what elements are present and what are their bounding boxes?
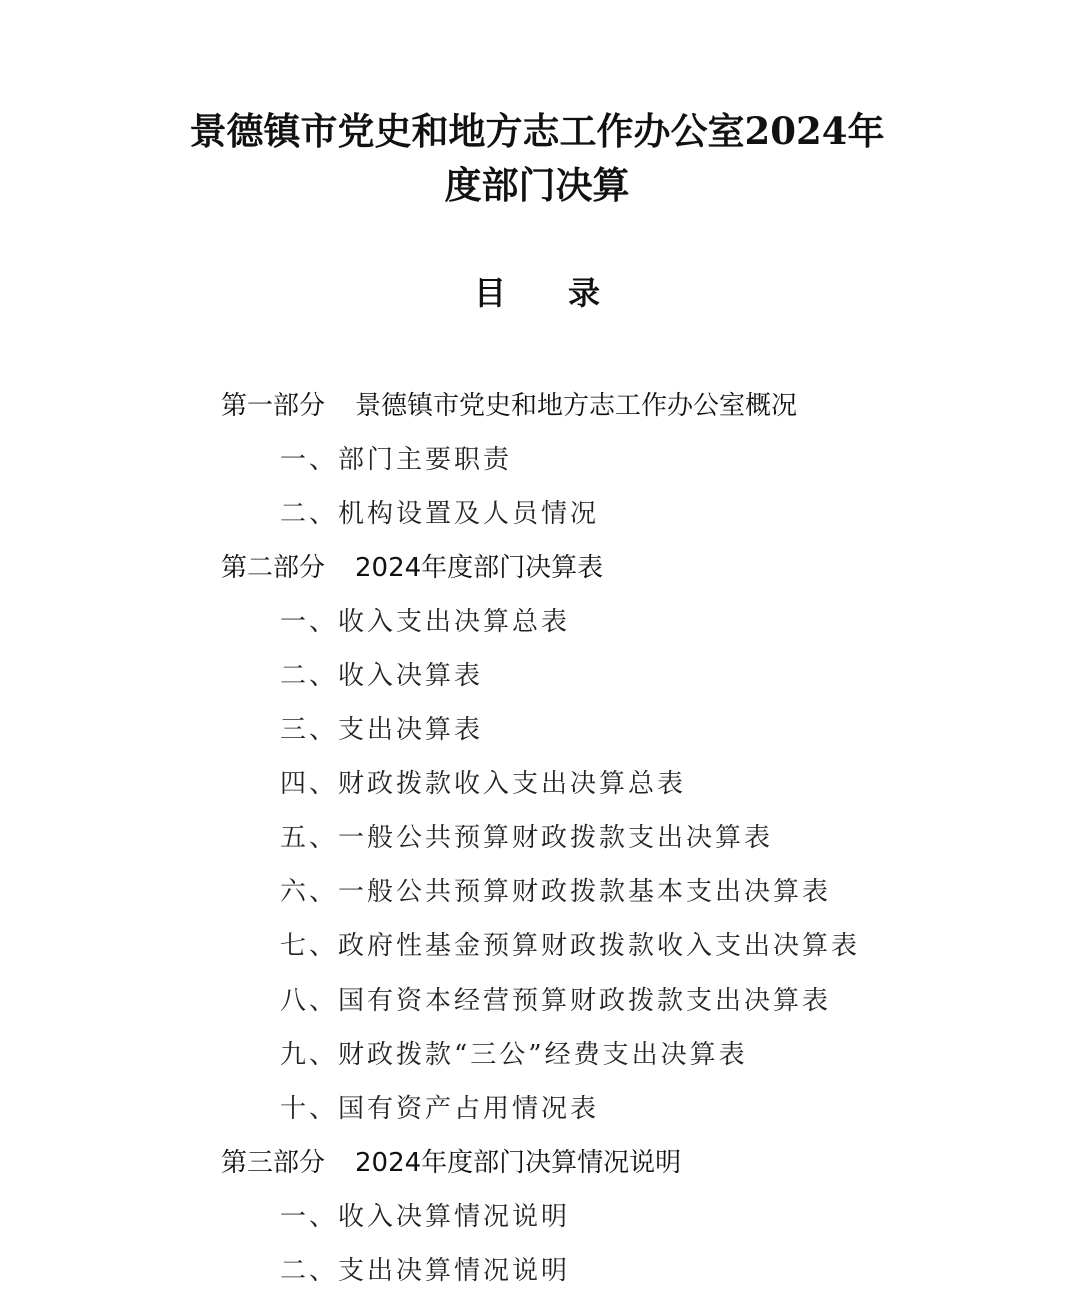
toc-part-title: 2024年度部门决算表 [355, 552, 604, 583]
toc-part-3[interactable] [0, 1133, 1074, 1187]
toc-item[interactable]: 二、机构设置及人员情况 [280, 498, 600, 529]
toc-item[interactable]: 四、财政拨款收入支出决算总表 [280, 769, 687, 800]
toc-heading-char-2: 录 [568, 274, 601, 312]
toc-part-label: 第二部分 [221, 552, 326, 583]
toc-item[interactable]: 一、收入支出决算总表 [280, 606, 571, 637]
toc-item[interactable]: 十、国有资产占用情况表 [280, 1093, 600, 1124]
document-title [0, 104, 1074, 212]
toc-part-1[interactable] [0, 376, 1074, 430]
toc-item[interactable]: 八、国有资本经营预算财政拨款支出决算表 [280, 985, 832, 1016]
toc-item[interactable]: 二、收入决算表 [280, 661, 484, 692]
toc-heading [0, 270, 1074, 316]
toc-item[interactable]: 六、一般公共预算财政拨款基本支出决算表 [280, 877, 832, 908]
toc-item[interactable]: 五、一般公共预算财政拨款支出决算表 [280, 823, 774, 854]
toc-part-label: 第三部分 [221, 1147, 326, 1178]
toc-item[interactable]: 九、财政拨款“三公”经费支出决算表 [280, 1039, 748, 1070]
toc-item[interactable]: 一、部门主要职责 [280, 444, 513, 475]
toc-heading-char-1: 目 [473, 274, 506, 312]
toc-part-2[interactable] [0, 538, 1074, 592]
table-of-contents [0, 376, 1074, 1296]
toc-part-title: 2024年度部门决算情况说明 [355, 1147, 682, 1178]
title-line-1: 景德镇市党史和地方志工作办公室2024年 [189, 109, 885, 153]
toc-item[interactable]: 七、政府性基金预算财政拨款收入支出决算表 [280, 931, 861, 962]
title-line-2: 度部门决算 [444, 163, 630, 207]
toc-item[interactable]: 一、收入决算情况说明 [280, 1201, 571, 1232]
toc-item[interactable]: 二、支出决算情况说明 [280, 1256, 571, 1287]
toc-item[interactable]: 三、支出决算表 [280, 715, 484, 746]
toc-part-title: 景德镇市党史和地方志工作办公室概况 [355, 390, 798, 421]
toc-part-label: 第一部分 [221, 390, 326, 421]
